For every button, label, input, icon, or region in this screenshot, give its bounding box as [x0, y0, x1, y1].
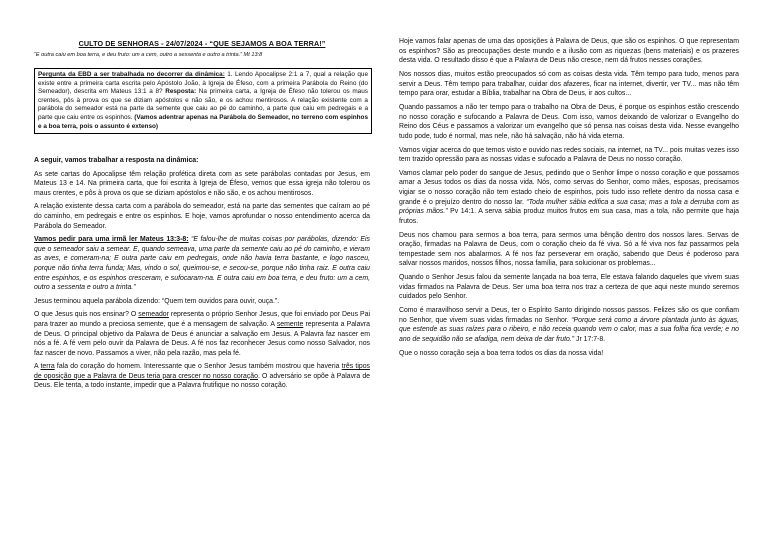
question-text: 1. Lendo Apocalipse 2:1 a 7, qual a relação que existe entre a primeira carta escrita pelo Apóstolo João, à Igreja de Éfeso, com a primeira Parábola do Reino (do Semeador), descrita em Mateus 13:1 a 8? [38, 71, 368, 96]
paragraph-r5 [399, 169, 739, 227]
paragraph-2: A relação existente dessa carta com a parábola do semeador, está na parte das sementes que caíram ao pé do caminho, em pedregais e entre os espinhos. E hoje, vamos aprofundar o nosso entendimento acerca da Parábola do Semeador. [34, 203, 370, 230]
text-span: Jr 17:7-8. [574, 335, 606, 343]
left-column [34, 156, 370, 395]
term-semente: semente [276, 320, 304, 328]
paragraph-r3: Quando passamos a não ter tempo para o trabalho na Obra de Deus, é porque os espinhos estão crescendo no nosso coração e sufocando a Palavra de Deus. Com isso, vamos deixando de valorizar o Evangelho do Reino dos Céus e passamos a valorizar um evangelho que só pensa nas coisas desta vida. Nesse evangelho tudo pode, tudo é normal, mas nele, não há salvação, não há vida eterna. [399, 103, 739, 140]
text-span: Como é maravilhoso servir a Deus, ter o Espírito Santo dirigindo nossos passos. Felizes são os que confiam no Senhor, que vivem suas vidas firmadas no Senhor. [399, 307, 739, 324]
text-span: representa o próprio Senhor Jesus, que foi enviado por Deus Pai para trazer ao mundo a preciosa semente, que é a mensagem de salvação. A [34, 311, 370, 328]
paragraph-r1: Hoje vamos falar apenas de uma das oposições à Palavra de Deus, que são os espinhos. O que representam os espinhos? São as preocupações deste mundo e a ilusão com as riquezas (bens materiais) e os prazeres desta vida. O resultado disso é que a Palavra de Deus não cresce, nem dá frutos nesses corações. [399, 38, 739, 65]
text-span: fala do coração do homem. Interessante que o Senhor Jesus também mostrou que haveria [54, 363, 342, 371]
term-tres-tipos: três tipos de oposição que a Palavra de Deus teria para crescer no nosso coração [34, 363, 370, 380]
epigraph: “E outra caiu em boa terra, e deu fruto: um a cem, outro a sessenta e outro a trinta.” Mt 13:8 [34, 52, 263, 58]
term-terra: terra [40, 363, 55, 371]
term-semeador: semeador [138, 311, 169, 319]
answer-label: Resposta: [165, 88, 197, 96]
section-heading: A seguir, vamos trabalhar a resposta na dinâmica: [34, 157, 199, 164]
text-span: representa a Palavra de Deus. O principal objetivo da Palavra de Deus é anunciar a salvação em Jesus. A Palavra faz nascer em nós a fé. A fé vem pelo ouvir da Palavra de Deus. A fé nos faz reconhecer Jesus como nosso Salvador, nos faz nascer de novo. Passamos a viver, não pela razão, mas pela fé. [34, 320, 370, 357]
page-title: CULTO DE SENHORAS - 24/07/2024 - “QUE SEJAMOS A BOA TERRA!” [78, 39, 326, 48]
closing-line: Que o nosso coração seja a boa terra todos os dias da nossa vida! [399, 349, 604, 357]
paragraph-3 [34, 235, 370, 293]
text-span: A [34, 363, 41, 371]
text-span: . O adversário se opõe à Palavra de Deus. Ele tenta, a todo instante, impedir que a Palavra frutifique no nosso coração. [34, 372, 370, 390]
answer-text: Na primeira carta, a Igreja de Éfeso não tolerou os maus crentes, pôs à prova os que se diziam apóstolos e não são, e os achou mentirosos. A relação existente com a parábola do semeador está na parte da semente que caiu ao pé do caminho, a parte que caiu em pedregais e a parte que caiu entre os espinhos. [38, 88, 368, 121]
paragraph-6 [34, 362, 370, 391]
paragraph-r4: Vamos vigiar acerca do que temos visto e ouvido nas redes sociais, na internet, na TV... pois muitas vezes isso tem trazido opressão para as nossas vidas e sufocado a Palavra de Deus no nosso coração. [399, 146, 739, 164]
paragraph-r2: Nos nossos dias, muitos estão preocupados só com as coisas desta vida. Têm tempo para tudo, menos para servir a Deus. Têm tempo para trabalhar, cuidar dos afazeres, ficar na internet, divertir, ver TV... mas não têm tempo para orar, estudar a Bíblia, trabalhar na Obra de Deus, ir aos cultos... [399, 70, 739, 98]
reading-label: Vamos pedir para uma irmã ler Mateus 13:3-8: [34, 236, 189, 244]
question-box [34, 68, 372, 134]
paragraph-r8 [399, 306, 739, 344]
paragraph-1: As sete cartas do Apocalipse têm relação profética direta com as sete parábolas contadas por Jesus, em Mateus 13 e 14. Na primeira carta, que foi escrita à Igreja de Éfeso, vemos que essa igreja não tolerou os maus crentes, e pôs à prova os que se diziam apóstolos e não são, e os achou mentirosos. [34, 170, 370, 197]
paragraph-r6: Deus nos chamou para sermos a boa terra, para sermos uma bênção dentro dos nossos lares. Servas de oração, firmadas na Palavra de Deus, com o coração cheio da fé viva. Só a fé viva nos faz passarmos pela tempestade sem nos abalarmos. A fé nos faz perseverar em oração, sabendo que Deus é poderoso para salvar nossos maridos, nossos filhos, nossa família, para solucionar os problemas... [399, 231, 739, 268]
text-span: Pv 14:1. A serva sábia produz muitos frutos em sua casa, mas a tola, não permite que haja frutos. [399, 208, 739, 225]
paragraph-r7: Quando o Senhor Jesus falou da semente lançada na boa terra, Ele estava falando daqueles que vivem suas vidas firmados na Palavra de Deus. Ser uma boa terra nos traz a certeza de que aqui neste mundo seremos cuidados pelo Senhor. [399, 274, 739, 301]
question-label: Pergunta da EBD a ser trabalhada no decorrer da dinâmica: [38, 71, 225, 78]
reading-text: “E falou-lhe de muitas coisas por parábolas, dizendo: Eis que o semeador saiu a semear. E, quando semeava, uma parte da semente caiu ao pé do caminho, e vieram as aves, e comeram-na; E outra parte caiu em pedregais, onde não havia terra bastante, e logo nasceu, porque não tinha terra funda; Mas, vindo o sol, queimou-se, e secou-se, porque não tinha raiz. E outra caiu entre espinhos, e os espinhos cresceram, e sufocaram-na. E outra caiu em boa terra, e deu fruto: um a cem, outro a sessenta e outro a trinta.” [34, 236, 370, 292]
paragraph-4: Jesus terminou aquela parábola dizendo: “Quem tem ouvidos para ouvir, ouça.”. [34, 297, 280, 305]
answer-note: (Vamos adentrar apenas na Parábola do Semeador, no terreno com espinhos e a boa terra, pois o assunto é extenso) [38, 113, 369, 130]
text-span: O que Jesus quis nos ensinar? O [34, 311, 139, 319]
jeremiah-quote: “Porque será como a árvore plantada junto às águas, que estende as suas raízes para o ribeiro, e não receia quando vem o calor, mas a sua folha fica verde; e no ano de sequidão não se afadiga, nem deixa de dar fruto.” [399, 316, 740, 343]
proverb-quote: “Toda mulher sábia edifica a sua casa; mas a tola a derruba com as próprias mãos.” [399, 198, 739, 216]
paragraph-5 [34, 310, 370, 358]
right-column [399, 37, 739, 363]
text-span: Vamos clamar pelo poder do sangue de Jesus, pedindo que o Senhor limpe o nosso coração e que possamos amar a Jesus todos os dias da nossa vida. Nós, como servas do Senhor, como mães, esposas, precisamos vigiar se o nosso coração não tem estado cheio de espinhos, pois tudo isso reflete dentro da nossa casa e grande é o prejuízo dentro do nosso lar. [399, 169, 739, 206]
